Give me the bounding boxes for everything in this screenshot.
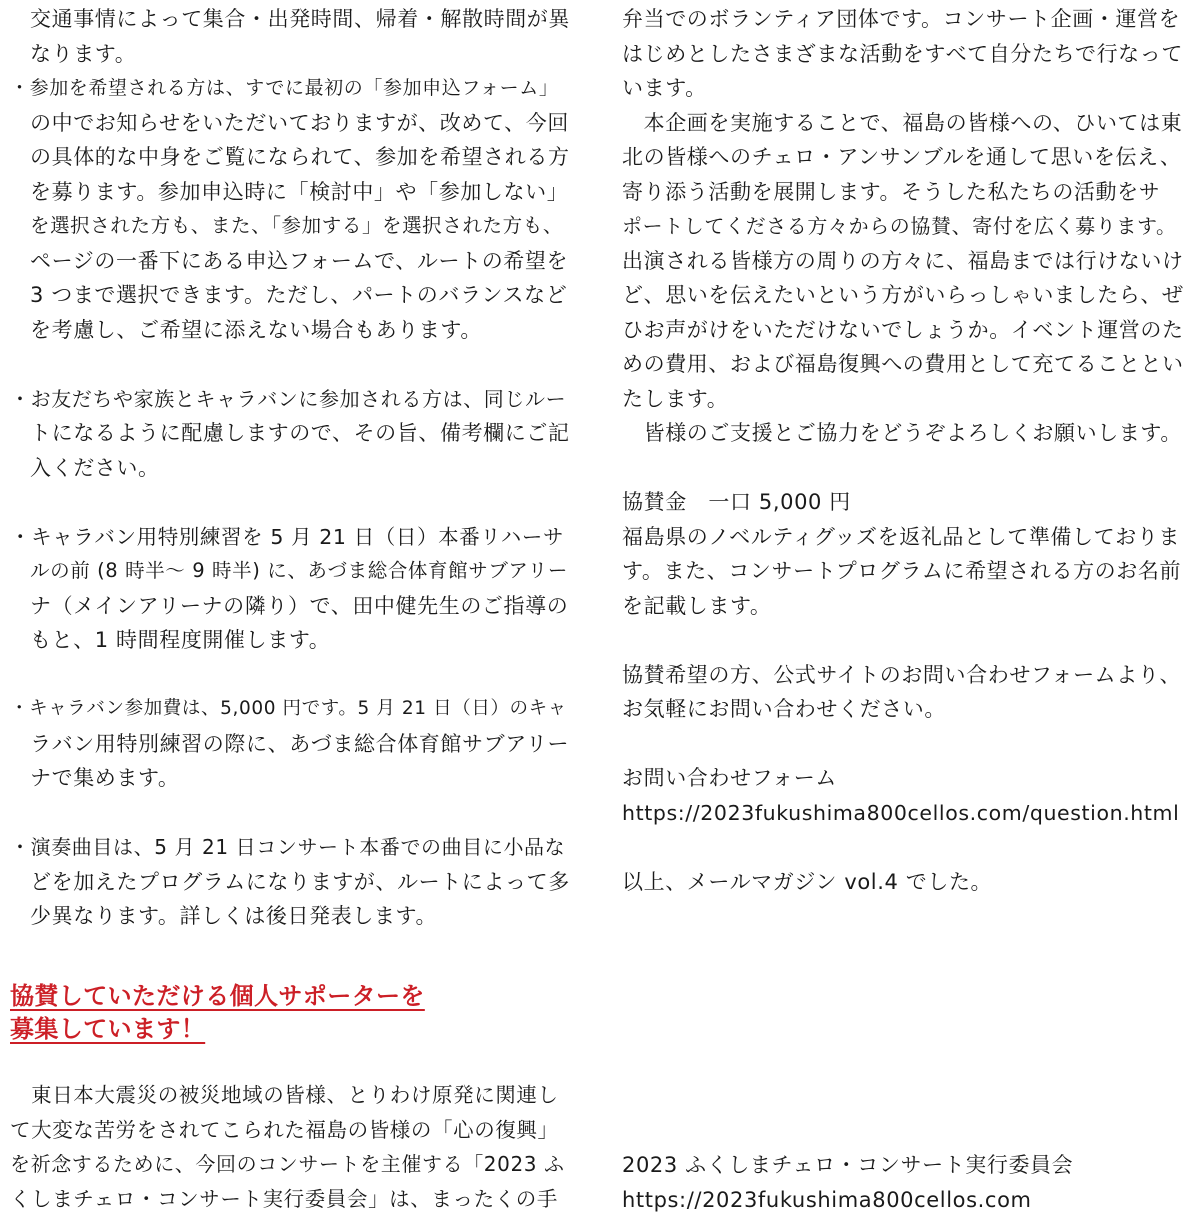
- text-line: います。: [622, 76, 707, 100]
- text-line: 少異なります。詳しくは後日発表します。: [30, 904, 438, 928]
- text-line: を募ります。参加申込時に「検討中」や「参加しない」: [30, 179, 569, 204]
- text-line: 出演される皆様方の周りの方々に、福島までは行けないけ: [622, 248, 1184, 273]
- text-line: https://2023fukushima800cellos.com/question.html: [622, 800, 1180, 825]
- text-line: ・参加を希望される方は、すでに最初の「参加申込フォーム」: [10, 77, 559, 99]
- text-line: 東日本大震災の被災地域の皆様、とりわけ原発に関連し: [10, 1083, 559, 1107]
- text-line: 以上、メールマガジン vol.4 でした。: [622, 869, 993, 894]
- text-line: お気軽にお問い合わせください。: [622, 697, 946, 721]
- heading-line: 協賛していただける個人サポーターを: [10, 982, 425, 1010]
- text-line: を選択された方も、また、「参加する」を選択された方も、: [30, 214, 563, 237]
- heading-line: 募集しています！: [10, 1015, 206, 1043]
- text-line: ラバン用特別練習の際に、あづま総合体育館サブアリー: [30, 731, 570, 756]
- text-line: ルの前 (8 時半〜 9 時半) に、あづま総合体育館サブアリー: [30, 559, 568, 582]
- text-line: ナで集めます。: [30, 766, 180, 790]
- text-line: ・お友だちや家族とキャラバンに参加される方は、同じルー: [10, 386, 567, 411]
- text-line: 交通事情によって集合・出発時間、帰着・解散時間が異: [30, 7, 570, 31]
- text-line: 入ください。: [30, 455, 160, 480]
- text-line: 本企画を実施することで、福島の皆様への、ひいては東: [622, 110, 1183, 135]
- text-line: 3 つまで選択できます。ただし、パートのバランスなど: [30, 283, 568, 307]
- text-line: はじめとしたさまざまな活動をすべて自分たちで行なって: [622, 41, 1183, 66]
- text-line: 皆様のご支援とご協力をどうぞよろしくお願いします。: [622, 421, 1182, 445]
- text-line: 福島県のノベルティグッズを返礼品として準備しておりま: [622, 524, 1181, 549]
- text-line: 協賛金 一口 5,000 円: [622, 490, 851, 514]
- text-line: トになるように配慮しますので、その旨、備考欄にご記: [30, 421, 570, 445]
- text-line: の具体的な中身をご覧になられて、参加を希望される方: [30, 145, 570, 169]
- text-line: めの費用、および福島復興への費用として充てることとい: [622, 352, 1184, 376]
- text-line: ・演奏曲目は、5 月 21 日コンサート本番での曲目に小品な: [10, 835, 566, 859]
- text-line: 北の皆様へのチェロ・アンサンブルを通して思いを伝え、: [622, 145, 1182, 169]
- text-line: ・キャラバン用特別練習を 5 月 21 日（日）本番リハーサ: [10, 524, 565, 549]
- text-line: なります。: [30, 41, 137, 66]
- text-line: 協賛希望の方、公式サイトのお問い合わせフォームより、: [622, 662, 1182, 687]
- text-line: を考慮し、ご希望に添えない場合もあります。: [30, 317, 482, 342]
- text-line: くしまチェロ・コンサート実行委員会」は、まったくの手: [10, 1186, 558, 1211]
- text-line: ページの一番下にある申込フォームで、ルートの希望を: [30, 248, 569, 273]
- text-line: お問い合わせフォーム: [622, 766, 837, 790]
- text-line: ど、思いを伝えたいという方がいらっしゃいましたら、ぜ: [622, 283, 1184, 307]
- text-line: を祈念するために、今回のコンサートを主催する「2023 ふ: [10, 1152, 565, 1176]
- text-line: 弁当でのボランティア団体です。コンサート企画・運営を: [622, 7, 1181, 31]
- text-line: 2023 ふくしまチェロ・コンサート実行委員会: [622, 1153, 1074, 1177]
- text-line: を記載します。: [622, 593, 772, 618]
- text-line: ・キャラバン参加費は、5,000 円です。5 月 21 日（日）のキャ: [10, 698, 567, 719]
- text-line: もと、1 時間程度開催します。: [30, 628, 331, 652]
- text-line: て大変な苦労をされてこられた福島の皆様の「心の復興」: [10, 1117, 559, 1142]
- text-line: ひお声がけをいただけないでしょうか。イベント運営のた: [622, 317, 1184, 342]
- text-line: す。また、コンサートプログラムに希望される方のお名前: [622, 559, 1182, 583]
- text-line: 寄り添う活動を展開します。そうした私たちの活動をサ: [622, 179, 1161, 204]
- text-line: たします。: [622, 386, 729, 411]
- text-line: ポートしてくださる方々からの協賛、寄付を広く募ります。: [622, 214, 1177, 238]
- text-line: どを加えたプログラムになりますが、ルートによって多: [30, 869, 570, 894]
- text-line: の中でお知らせをいただいておりますが、改めて、今回: [30, 110, 569, 135]
- text-line: https://2023fukushima800cellos.com: [622, 1187, 1032, 1212]
- text-line: ナ（メインアリーナの隣り）で、田中健先生のご指導の: [30, 593, 569, 618]
